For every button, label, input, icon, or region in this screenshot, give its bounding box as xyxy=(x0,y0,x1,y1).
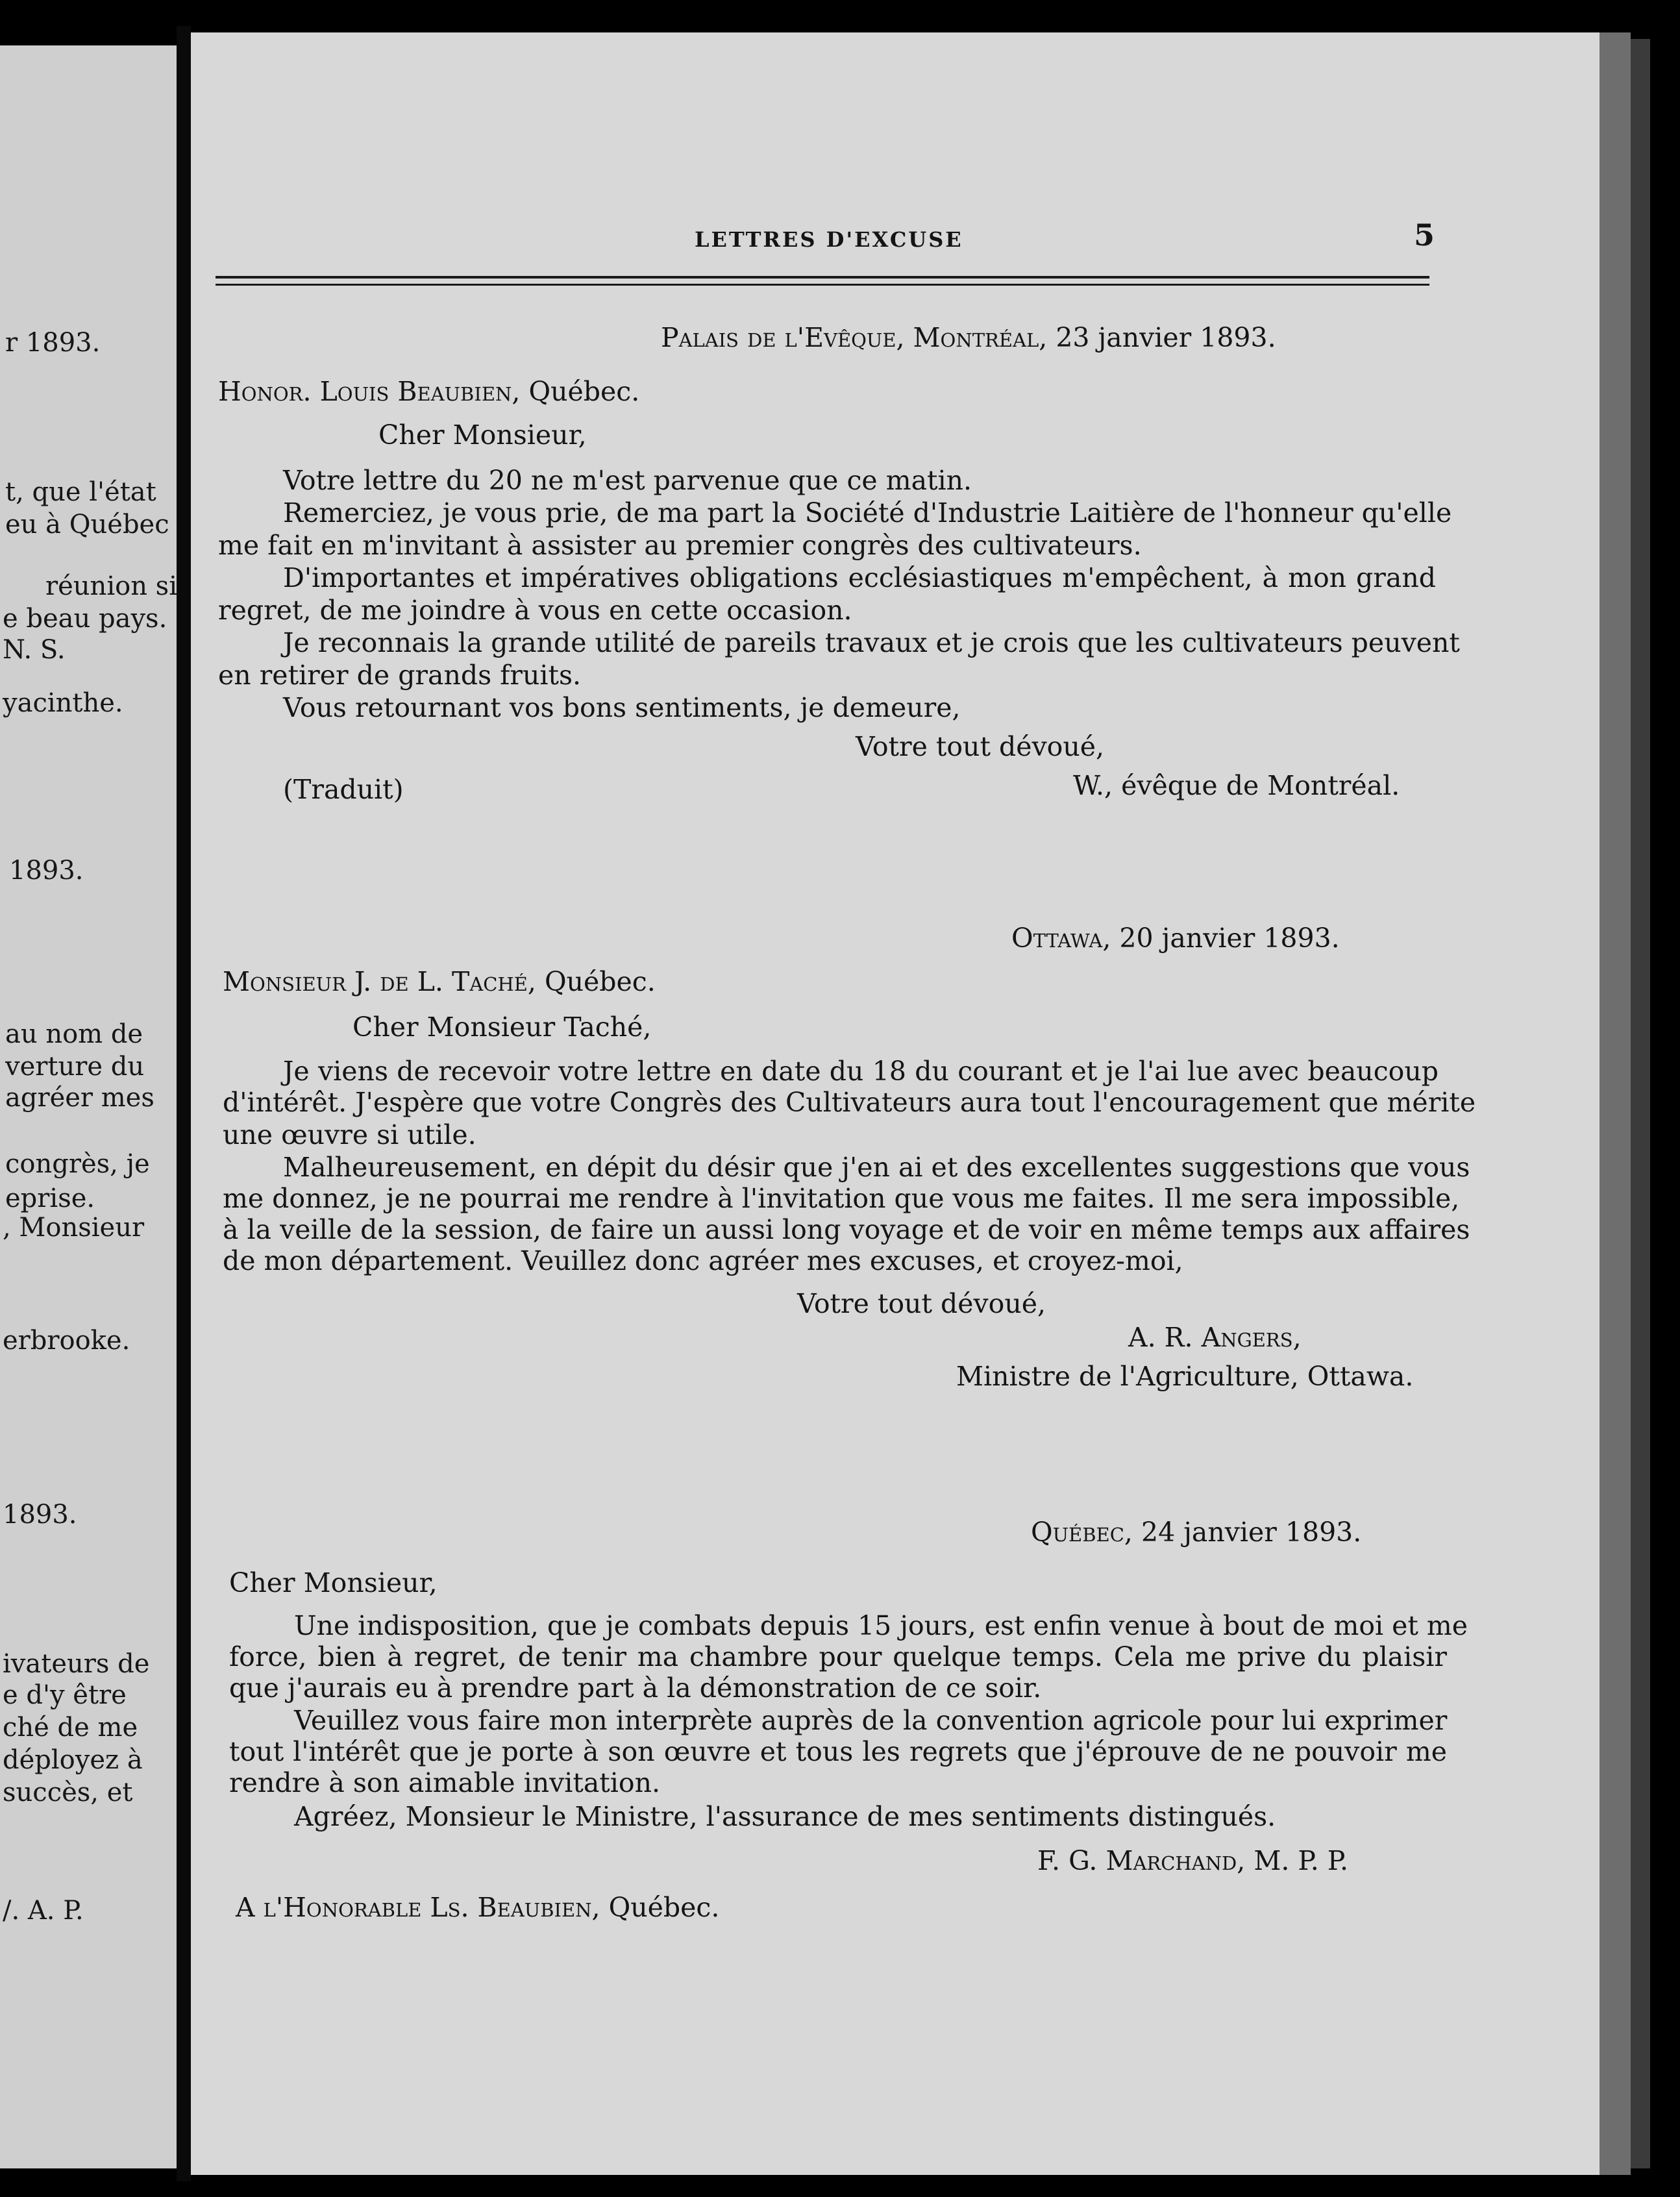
page-edge xyxy=(1600,32,1631,2175)
letter1-closing: Votre tout dévoué, xyxy=(856,731,1105,762)
letter1-note: (Traduit) xyxy=(283,774,404,805)
letter1-line: Votre lettre du 20 ne m'est parvenue que ce matin. xyxy=(283,465,972,496)
page-number: 5 xyxy=(1414,217,1435,253)
letter1-signature: W., évêque de Montréal. xyxy=(1073,770,1400,801)
letter3-place: Québec, xyxy=(1031,1517,1133,1548)
page-edge-shadow xyxy=(1631,39,1650,2168)
letter3-line: force, bien à regret, de tenir ma chambre pour quelque temps. Cela me prive du plaisir xyxy=(229,1641,1447,1672)
letter3-dateline xyxy=(1031,1519,1361,1546)
letter3-signature-name: F. G. Marchand, xyxy=(1037,1845,1246,1876)
letter3-line: que j'aurais eu à prendre part à la démonstration de ce soir. xyxy=(229,1672,1042,1704)
margin-fragment: yacinthe. xyxy=(3,688,123,718)
letter2-line: d'intérêt. J'espère que votre Congrès des Cultivateurs aura tout l'encouragement que mérite xyxy=(223,1087,1476,1118)
margin-fragment: ivateurs de xyxy=(3,1649,150,1679)
margin-fragment: 1893. xyxy=(9,856,84,886)
letter3-line: Veuillez vous faire mon interprète auprès de la convention agricole pour lui exprimer xyxy=(294,1705,1448,1736)
margin-fragment: e d'y être xyxy=(3,1680,127,1710)
letter2-title: Ministre de l'Agriculture, Ottawa. xyxy=(956,1361,1414,1392)
header-rule xyxy=(216,284,1429,286)
letter3-line: rendre à son aimable invitation. xyxy=(229,1767,661,1798)
letter2-salutation: Cher Monsieur Taché, xyxy=(352,1012,652,1043)
margin-fragment: N. S. xyxy=(3,635,66,665)
margin-fragment: erbrooke. xyxy=(3,1326,130,1356)
margin-fragment: , Monsieur xyxy=(3,1213,145,1243)
letter3-date: 24 janvier 1893. xyxy=(1141,1517,1362,1548)
letter3-line: Agréez, Monsieur le Ministre, l'assurance de mes sentiments distingués. xyxy=(294,1801,1276,1832)
letter3-recipient-location: Québec. xyxy=(608,1892,720,1923)
margin-fragment: /. A. P. xyxy=(3,1896,84,1926)
letter2-recipient xyxy=(223,966,656,997)
letter1-line: Vous retournant vos bons sentiments, je demeure, xyxy=(283,692,961,723)
letter1-salutation: Cher Monsieur, xyxy=(378,419,587,451)
letter1-recipient-name: Honor. Louis Beaubien, xyxy=(218,376,521,407)
margin-fragment: eprise. xyxy=(5,1184,95,1213)
margin-fragment: 1893. xyxy=(3,1500,77,1530)
running-header: LETTRES D'EXCUSE xyxy=(695,227,963,252)
letter1-date: 23 janvier 1893. xyxy=(1056,322,1276,353)
letter2-place: Ottawa, xyxy=(1011,923,1111,954)
letter2-line: à la veille de la session, de faire un aussi long voyage et de voir en même temps aux affaires xyxy=(223,1214,1470,1245)
letter3-recipient xyxy=(236,1894,719,1921)
letter1-line: Je reconnais la grande utilité de pareils travaux et je crois que les cultivateurs peuvent xyxy=(283,627,1460,658)
margin-fragment: déployez à xyxy=(3,1745,143,1775)
margin-fragment: congrès, je xyxy=(5,1149,150,1179)
letter1-line: me fait en m'invitant à assister au premier congrès des cultivateurs. xyxy=(218,530,1142,561)
margin-fragment: eu à Québec xyxy=(5,510,169,540)
letter3-recipient-name: A l'Honorable Ls. Beaubien, xyxy=(236,1892,600,1923)
letter1-place: Palais de l'Evêque, Montréal, xyxy=(661,322,1048,353)
letter2-recipient-location: Québec. xyxy=(545,966,656,997)
letter1-line: Remerciez, je vous prie, de ma part la Société d'Industrie Laitière de l'honneur qu'elle xyxy=(283,497,1452,528)
letter2-date: 20 janvier 1893. xyxy=(1119,923,1340,954)
letter2-dateline xyxy=(1011,925,1340,952)
letter1-line: regret, de me joindre à vous en cette occasion. xyxy=(218,595,852,626)
letter3-signature xyxy=(1037,1845,1349,1876)
letter1-line: en retirer de grands fruits. xyxy=(218,660,582,691)
letter3-signature-suffix: M. P. P. xyxy=(1254,1845,1349,1876)
letter3-salutation: Cher Monsieur, xyxy=(229,1567,438,1598)
letter2-line: une œuvre si utile. xyxy=(223,1119,476,1150)
margin-fragment: ché de me xyxy=(3,1713,138,1743)
margin-fragment: au nom de xyxy=(5,1019,143,1049)
letter2-line: Je viens de recevoir votre lettre en date du 18 du courant et je l'ai lue avec beaucoup xyxy=(283,1056,1439,1087)
margin-fragment: réunion si xyxy=(45,571,177,601)
letter2-recipient-name: Monsieur J. de L. Taché, xyxy=(223,966,536,997)
header-rule xyxy=(216,276,1429,279)
margin-fragment: succès, et xyxy=(3,1778,133,1807)
letter2-line: Malheureusement, en dépit du désir que j'en ai et des excellentes suggestions que vous xyxy=(283,1152,1470,1183)
letter1-line: D'importantes et impératives obligations ecclésiastiques m'empêchent, à mon grand xyxy=(283,562,1436,593)
letter2-line: me donnez, je ne pourrai me rendre à l'invitation que vous me faites. Il me sera impossible, xyxy=(223,1183,1460,1214)
letter2-line: de mon département. Veuillez donc agréer mes excuses, et croyez-moi, xyxy=(223,1245,1183,1276)
margin-fragment: agréer mes xyxy=(5,1083,154,1113)
letter1-recipient xyxy=(218,376,640,407)
margin-fragment: r 1893. xyxy=(5,328,101,358)
page-gutter xyxy=(177,26,191,2181)
letter1-recipient-location: Québec. xyxy=(528,376,640,407)
letter2-closing: Votre tout dévoué, xyxy=(797,1288,1046,1319)
margin-fragment: t, que l'état xyxy=(5,477,156,507)
letter2-signature: A. R. Angers, xyxy=(1128,1322,1302,1353)
margin-fragment: e beau pays. xyxy=(3,604,167,634)
letter3-line: tout l'intérêt que je porte à son œuvre et tous les regrets que j'éprouve de ne pouvoir me xyxy=(229,1736,1447,1767)
letter1-dateline xyxy=(661,322,1276,353)
margin-fragment: verture du xyxy=(5,1052,145,1082)
letter3-line: Une indisposition, que je combats depuis 15 jours, est enfin venue à bout de moi et me xyxy=(294,1610,1468,1641)
